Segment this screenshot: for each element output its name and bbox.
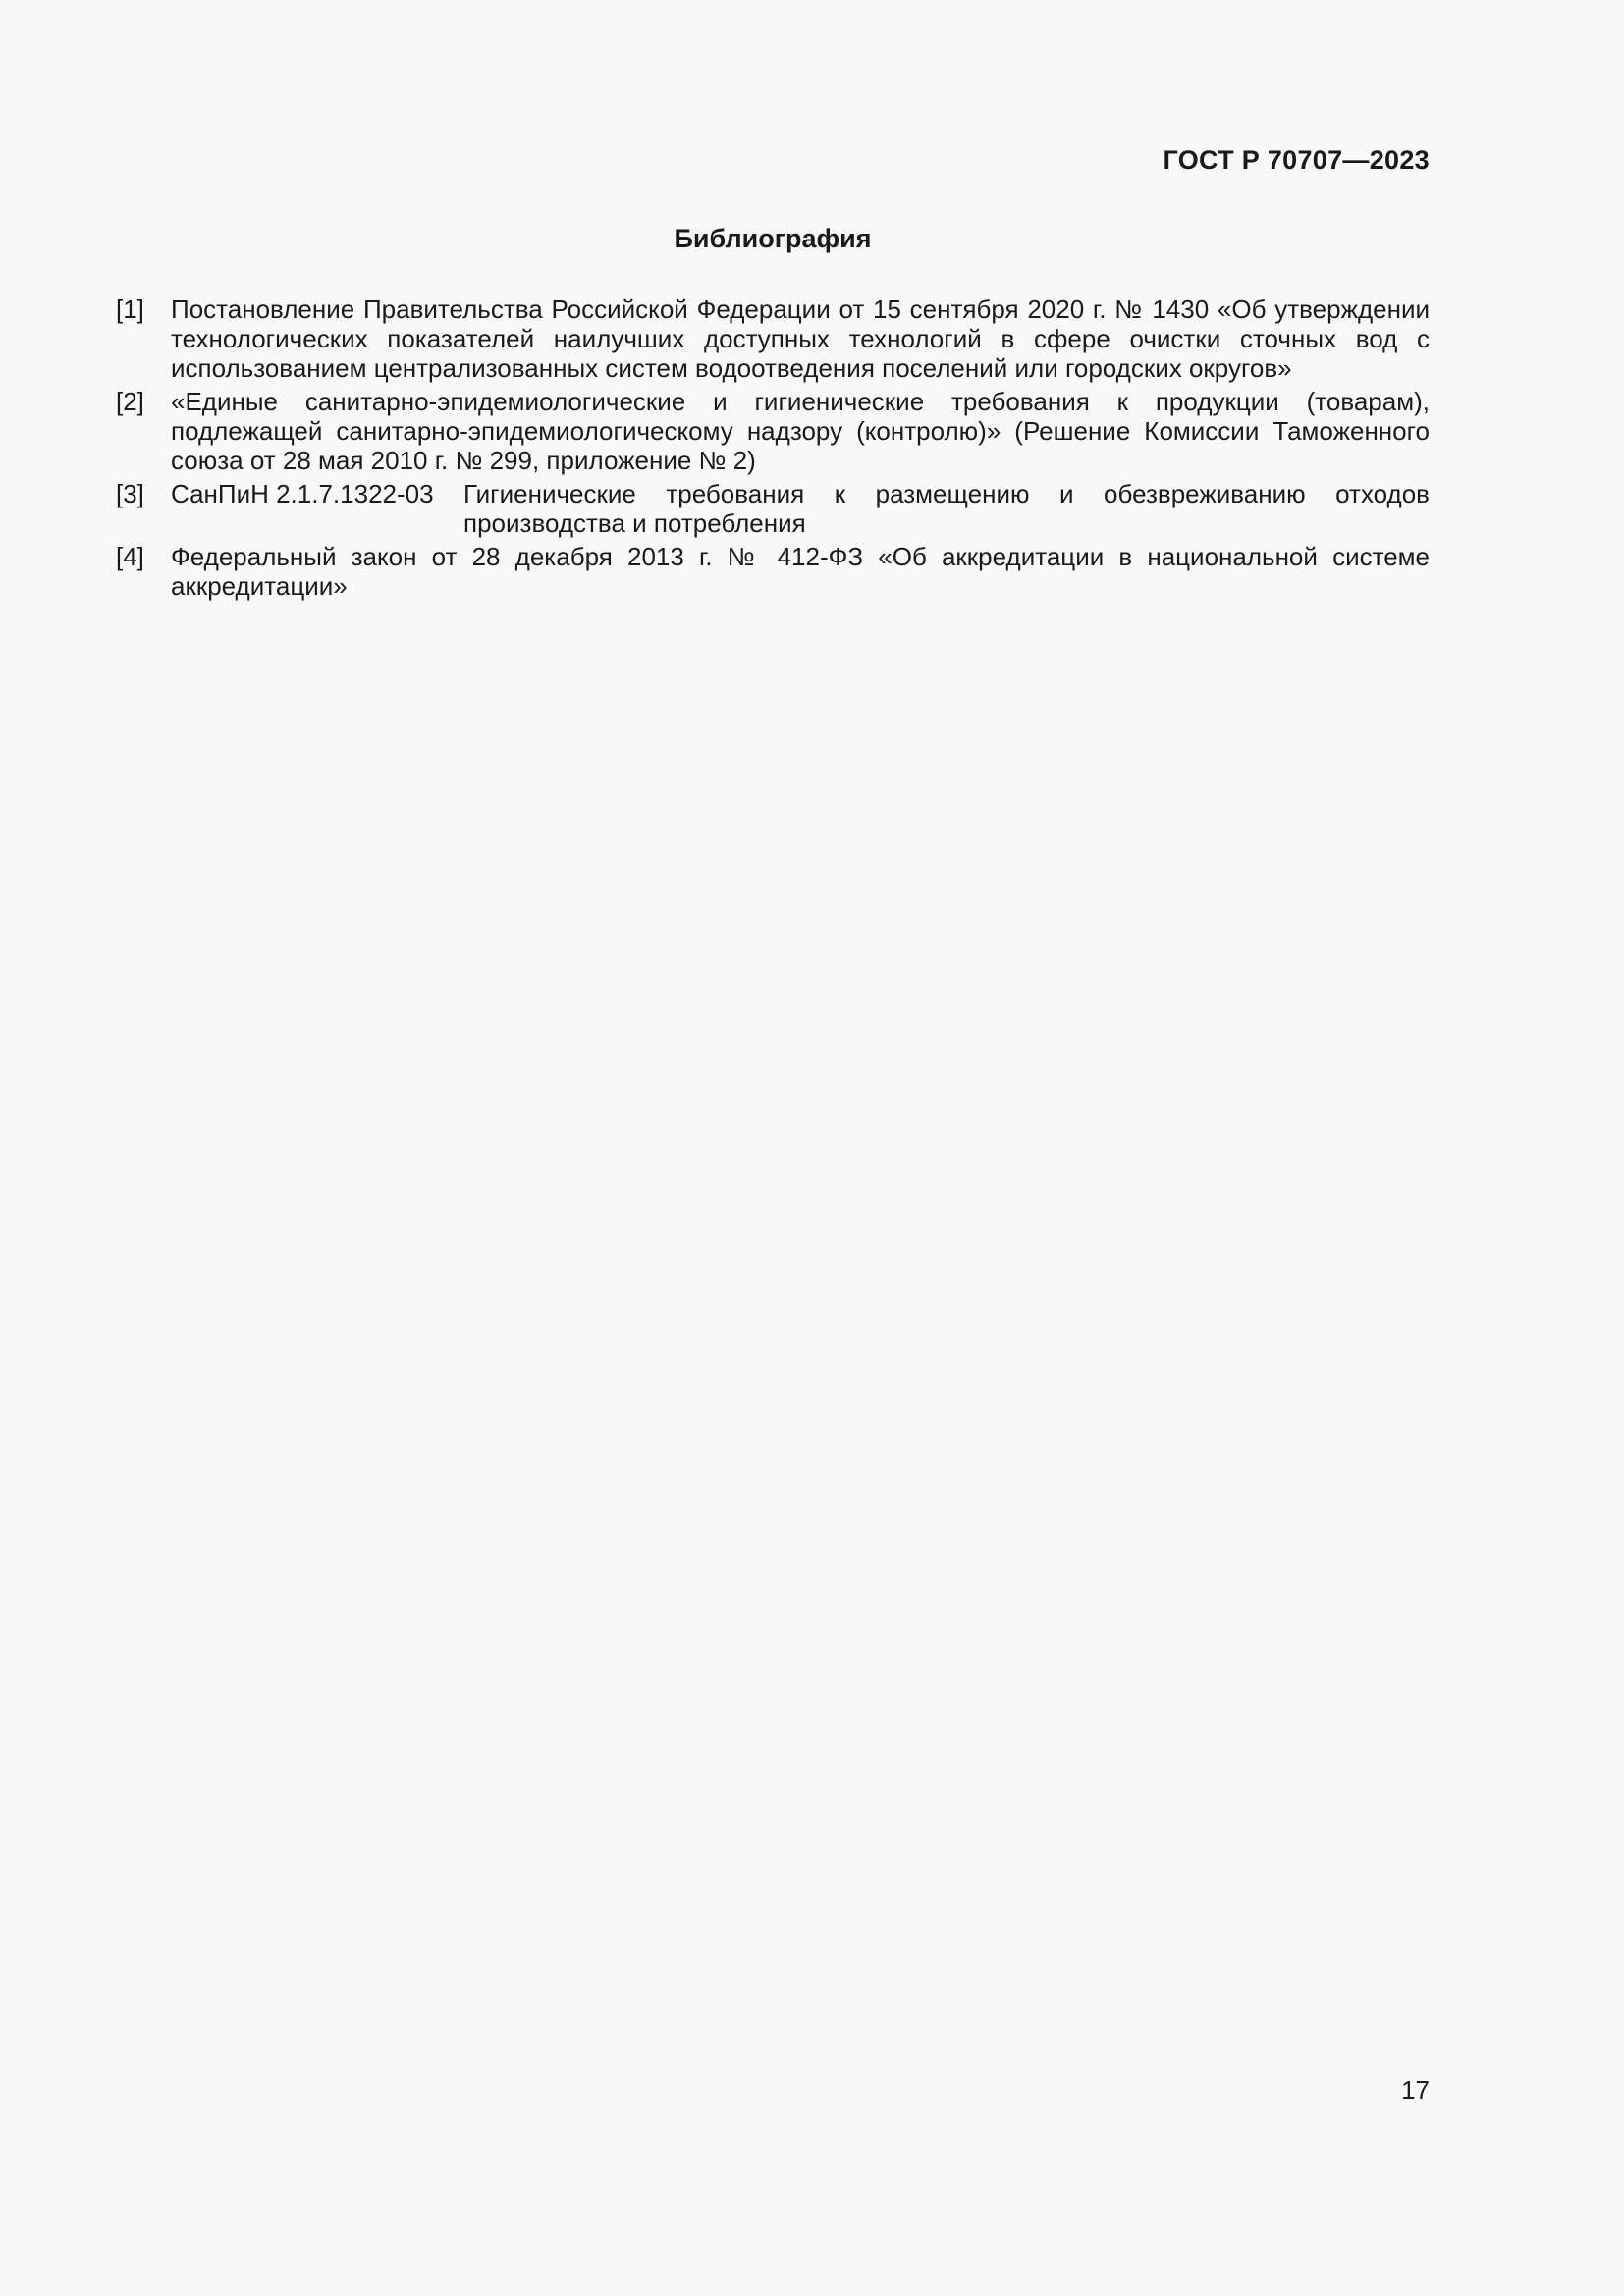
bibliography-entry-number: [4] bbox=[116, 542, 144, 571]
bibliography-entry-1 bbox=[116, 294, 1430, 383]
bibliography-entry-number: [3] bbox=[116, 479, 144, 508]
bibliography-entry-number: [2] bbox=[116, 387, 144, 416]
bibliography-entry-number: [1] bbox=[116, 294, 144, 324]
bibliography-entry-3 bbox=[116, 479, 1430, 538]
bibliography-entry-text: Постановление Правительства Российской Федерации от 15 сентября 2020 г. № 1430 «Об утверждении технологических показателей наилучших доступных технологий в сфере очистки сточных вод с использованием централизованных систем водоотведения поселений или городских округов» bbox=[171, 294, 1430, 383]
bibliography-entry-code: СанПиН 2.1.7.1322-03 bbox=[171, 479, 434, 508]
document-code: ГОСТ Р 70707—2023 bbox=[1163, 145, 1430, 175]
bibliography-entry-text: Гигиенические требования к размещению и обезвреживанию отходов производства и потребления bbox=[463, 479, 1430, 538]
page-number: 17 bbox=[1401, 2075, 1430, 2105]
bibliography-entry-text: Федеральный закон от 28 декабря 2013 г. № 412-ФЗ «Об аккредитации в национальной системе аккредитации» bbox=[171, 542, 1430, 601]
bibliography-list bbox=[116, 294, 1430, 605]
bibliography-entry-text: «Единые санитарно-эпидемиологические и гигиенические требования к продукции (товарам), подлежащей санитарно-эпидемиологическому надзору (контролю)» (Решение Комиссии Таможенного союза от 28 мая 2010 г. № 299, приложение № 2) bbox=[171, 387, 1430, 475]
bibliography-entry-4 bbox=[116, 542, 1430, 601]
bibliography-entry-2 bbox=[116, 387, 1430, 475]
section-title: Библиография bbox=[674, 224, 872, 253]
